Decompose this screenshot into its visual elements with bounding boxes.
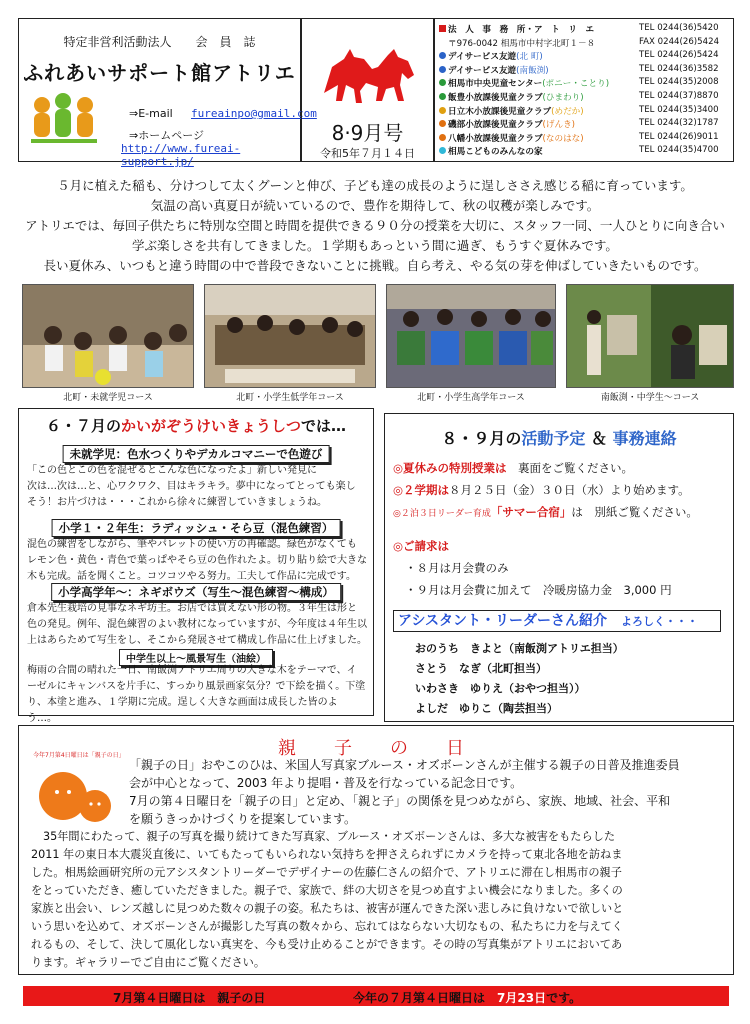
office-phone: TEL 0244(36)3582 [639, 63, 719, 74]
invoice-september: ・９月は月会費に加えて 冷暖房協力金 3,000 円 [405, 583, 672, 597]
intro-line: ５月に植えた稲も、分けつして太くグーンと伸び、子ども達の成長のように逞しささえ感じる稲に育っています。 [57, 178, 693, 193]
assistant-member: よしだ ゆりこ（陶芸担当） [415, 702, 558, 715]
office-phone: FAX 0244(26)5424 [639, 36, 720, 47]
issue-box [301, 18, 434, 162]
organization-label: 特定非営利活動法人 会 員 誌 [63, 35, 256, 49]
office-name: 〒976-0042 相馬市中村字北町１－８ [448, 38, 596, 49]
footer-banner [23, 986, 729, 1006]
office-name: 飯豊小放課後児童クラブ [448, 93, 543, 103]
office-row [439, 91, 733, 104]
parents-day-logo-text: 今年7月第4日曜日は「親子の日」 [33, 752, 125, 759]
dot-bullet-icon [439, 66, 446, 73]
schedule-title: ８・９月の活動予定 ＆ 事務連絡 [441, 429, 677, 448]
header-info-box [18, 18, 317, 168]
horse-logo-icon [316, 45, 420, 109]
parents-day-line: を願うきっかけづくりを提案しています。 [129, 812, 357, 826]
office-row [439, 64, 733, 77]
office-name: 八幡小放課後児童クラブ [448, 133, 543, 144]
intro-line: アトリエでは、毎回子供たちに特別な空間と時間を提供できる９０分の授業を大切に、スタッフ一同、一人ひとりに向き合い [25, 218, 725, 233]
invoice-august: ・８月は月会費のみ [405, 561, 509, 575]
parents-day-title: 親 子 の 日 [278, 738, 474, 759]
office-row [439, 105, 733, 118]
office-row [439, 37, 733, 50]
office-name: 相馬市中央児童センター [448, 79, 543, 90]
schedule-box [384, 413, 734, 722]
people-logo-icon [27, 91, 115, 149]
parents-day-logo-icon [33, 748, 125, 830]
homepage-label: ⇒ホームページ [129, 129, 204, 142]
office-subname: (げんき) [542, 120, 576, 131]
office-phone: TEL 0244(35)2008 [639, 77, 719, 88]
office-name: 日立木小放課後児童クラブ [448, 106, 552, 117]
invoice-heading: ◎ご請求は [393, 539, 450, 553]
email-label: ⇒E-mail [129, 107, 173, 120]
summer-class-note: ◎夏休みの特別授業は 裏面をご覧ください。 [393, 461, 634, 475]
office-name: デイサービス友遊 [448, 65, 517, 76]
section-heading-grade1-2: 小学１・２年生：ラディッシュ・そら豆（混色練習） [52, 519, 341, 537]
issue-number: 8·9月号 [331, 121, 404, 145]
office-phone: TEL 0244(35)4700 [639, 145, 719, 156]
intro-line: 長い夏休み、いつもと違う時間の中で普段できないことに挑戦。自ら考え、やる気の芽を伸ばしていきたいものです。 [43, 258, 707, 273]
section-text-grade1-2: 混色の練習をしながら、筆やパレットの使い方の再確認。緑色がなくても レモン色・黄色・青色で葉っぱやそら豆の色作れたよ。切り貼り絵で大きな 木も完成。話を聞くこと。コツコツやる努力。工夫して作品に完成です。 [27, 539, 367, 582]
photo-upper-grades [386, 284, 556, 388]
office-subname: (めだか) [551, 106, 584, 117]
parents-day-line: れるもの、そして、決して風化しない真実を、今も受け止めることができます。その時の写真集がアトリエにおいてあ [31, 938, 623, 951]
office-subname: (ひまわり) [542, 93, 584, 103]
parents-day-line: 35年間にわたって、親子の写真を撮り続けてきた写真家、ブルース・オズボーンさんは、多大な被害をもたらした [43, 830, 616, 843]
office-subname: (ポニー・ことり) [542, 79, 610, 90]
office-subname: (北 町) [516, 52, 543, 63]
intro-line: 学ぶ楽しさを共有してきました。１学期もあっという間に過ぎ、もうすぐ夏休みです。 [132, 238, 618, 253]
issue-date: 令和5年７月１４日 [320, 147, 415, 160]
email-link[interactable]: fureainpo@gmail.com [191, 107, 317, 120]
office-row [439, 132, 733, 145]
office-name: 法 人 事 務 所・ア ト リ エ [448, 25, 595, 35]
office-name: 相馬こどものみんなの家 [448, 147, 543, 158]
section-text-upper-grades: 倉本先生栽培の見事なネギ坊主。お店では買えない形の物。３年生は形と 色の発見。例年、混色練習のよい教材になっていますが、今年度は４年生以 上はあらためて写生をし、そこから発展させて構成し作品に仕上げました。 [27, 603, 367, 646]
section-heading-preschool: 未就学児：色水つくりやデカルコマニーで色遊び [63, 445, 330, 463]
summer-camp-note: ◎２泊３日リーダー育成「サマー合宿」は 別紙ご覧ください。 [393, 505, 698, 519]
office-row [439, 145, 733, 158]
dot-bullet-icon [439, 147, 446, 154]
dot-bullet-icon [439, 134, 446, 141]
office-row [439, 77, 733, 90]
dot-bullet-icon [439, 79, 446, 86]
art-class-title: ６・７月のかいがぞうけいきょうしつでは… [45, 417, 347, 435]
assistant-heading: アシスタント・リーダーさん紹介 よろしく・・・ [393, 610, 721, 632]
office-phone: TEL 0244(35)3400 [639, 104, 719, 115]
photo-caption: 北町・小学生低学年コース [236, 393, 344, 403]
dot-bullet-icon [439, 120, 446, 127]
office-name: デイサービス友遊 [448, 52, 517, 63]
footer-left-text: 7月第４日曜日は 親子の日 [113, 991, 266, 1005]
dot-bullet-icon [439, 52, 446, 59]
newsletter-title: ふれあいサポート館アトリエ [23, 61, 296, 85]
homepage-link[interactable]: http://www.fureai-support.jp/ [121, 142, 241, 168]
photo-caption: 北町・小学生高学年コース [417, 393, 525, 403]
office-phone: TEL 0244(26)9011 [639, 131, 719, 142]
assistant-member: おのうち きよと（南飯渕アトリエ担当） [415, 642, 624, 655]
art-class-box [18, 408, 374, 724]
office-subname: (なのはな) [542, 133, 584, 144]
office-row [439, 50, 733, 63]
section-text-junior-high: 梅雨の合間の晴れた一日、南飯渕アトリエ周りの大きな木をテーマで、イ ーゼルにキャンバスを片手に、すっかり風景画家気分？で下絵を描く。下塗 り、本塗と進み、１学期に完成。逞しく大きな画面は成長した皆のよう…。 [27, 665, 366, 724]
section-heading-upper-grades: 小学高学年～：ネギボウズ（写生～混色練習～構成） [51, 583, 341, 601]
parents-day-line: 会が中心となって、2003 年より提唱・普及を行なっている記念日です。 [129, 776, 523, 790]
parents-day-line: 2011 年の東日本大震災直後に、いてもたってもいられない気持ちを押さえられずにカメラを持って東北各地を訪ねま [31, 848, 623, 861]
office-phone: TEL 0244(32)1787 [639, 118, 719, 129]
office-phone: TEL 0244(36)5420 [639, 23, 719, 33]
office-list [434, 18, 734, 162]
office-subname: (南飯渕) [516, 65, 549, 76]
dot-bullet-icon [439, 107, 446, 114]
assistant-member: さとう なぎ（北町担当） [415, 662, 547, 675]
photo-lower-grades [204, 284, 376, 388]
second-term-note: ◎２学期は８月２５日（金）３０日（水）より始めます。 [393, 483, 690, 497]
office-phone: TEL 0244(26)5424 [639, 50, 719, 61]
office-row [439, 23, 733, 36]
photo-caption: 北町・未就学児コース [63, 393, 153, 403]
section-heading-junior-high: 中学生以上～風景写生（油絵） [119, 649, 273, 666]
parents-day-line: いう思いを込めて、オズボーンさんが撮影した写真の数々から、忘れてはならない大切なもの、私たちに力を与えてく [31, 920, 623, 933]
parents-day-line: ります。ギャラリーでご自由にご覧ください。 [31, 956, 266, 969]
parents-day-line: 7月の第４日曜日を「親子の日」と定め、「親と子」の関係を見つめながら、家族、地域、社会、平和 [129, 794, 671, 808]
footer-right-text: 今年の７月第４日曜日は 7月23日です。 [353, 991, 582, 1005]
parents-day-line: 家族と出会い、レンズ越しに見つめた数々の親子の姿。私たちは、被害が運んできた深い悲しみに負けないで欲しいと [31, 902, 624, 915]
square-bullet-icon [439, 25, 446, 32]
photo-preschool [22, 284, 194, 388]
section-text-preschool: 「この色とこの色を混ぜるとこんな色になったよ」新しい発見に 次は…次は…と、心ワクワク、目はキラキラ。夢中になってとっても楽し そう！お片づけは・・・これから徐々に練習していきましょうね。 [27, 465, 356, 508]
office-row [439, 118, 733, 131]
parents-day-line: 「親子の日」おやこのひは、米国人写真家ブルース・オズボーンさんが主催する親子の日普及推進委員 [129, 758, 680, 772]
parents-day-box [18, 725, 734, 975]
parents-day-line: をとっていただき、癒していただきました。親子で、家族で、絆の大切さを見つめ直すよい機会になりました。多くの [31, 884, 623, 897]
photo-caption: 南飯渕・中学生～コース [600, 393, 700, 403]
assistant-member: いわさき ゆりえ（おやつ担当）） [415, 682, 586, 695]
dot-bullet-icon [439, 93, 446, 100]
office-name: 磯部小放課後児童クラブ [448, 120, 543, 131]
office-phone: TEL 0244(37)8870 [639, 91, 719, 101]
photo-junior-high [566, 284, 734, 388]
parents-day-line: した。相馬絵画研究所の元アシスタントリーダーでデザイナーの佐藤仁さんの紹介で、アトリエに滞在し相馬市の親子 [31, 866, 622, 879]
intro-line: 気温の高い真夏日が続いているので、豊作を期待して、秋の収穫が楽しみです。 [150, 198, 600, 213]
